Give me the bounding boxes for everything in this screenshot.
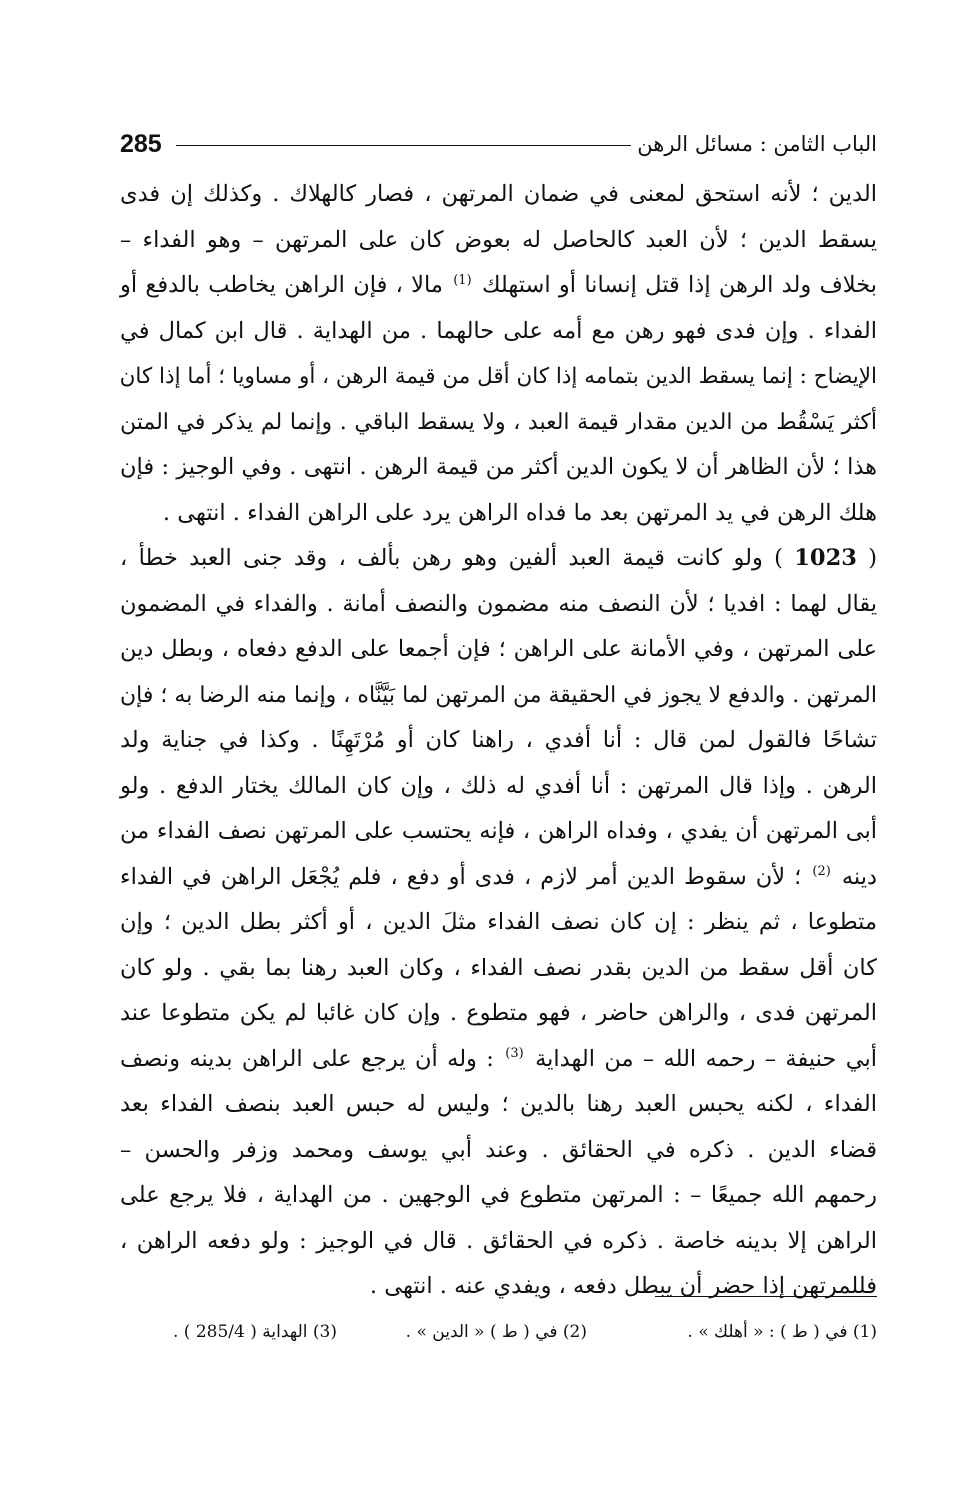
text-line xyxy=(120,1037,877,1083)
line-text: أبي حنيفة – رحمه الله – من الهداية xyxy=(535,1045,877,1072)
footnote-2: (2) في ( ط ) « الدين » . xyxy=(405,1322,587,1342)
text-line: على المرتهن ، وفي الأمانة على الراهن ؛ فإن أجمعا على الدفع دفعاه ، وبطل دين xyxy=(120,636,877,662)
text-line: الراهن إلا بدينه خاصة . ذكره في الحقائق . قال في الوجيز : ولو دفعه الراهن ، xyxy=(120,1227,877,1254)
line-text: دينه xyxy=(841,863,877,890)
text-line: الفداء . وإن فدى فهو رهن مع أمه على حالهما . من الهداية . قال ابن كمال في xyxy=(120,317,877,344)
footnote-reference: (2) xyxy=(812,864,831,879)
footnote-3: (3) الهداية ( 285/4 ) . xyxy=(172,1322,337,1342)
text-line: تشاحًا فالقول لمن قال : أنا أفدي ، راهنا كان أو مُرْتَهِنًا . وكذا في جناية ولد xyxy=(120,727,877,753)
issue-number-close: ) xyxy=(774,545,795,571)
text-line: متطوعا ، ثم ينظر : إن كان نصف الفداء مثلَ الدين ، أو أكثر بطل الدين ؛ وإن xyxy=(120,909,877,935)
text-line: يسقط الدين ؛ لأن العبد كالحاصل له بعوض كان على المرتهن – وهو الفداء – xyxy=(120,226,877,253)
text-line: فللمرتهن إذا حضر أن يبطل دفعه ، ويفدي عنه . انتهى . xyxy=(369,1273,877,1299)
running-header xyxy=(120,126,877,162)
issue-number-open: ( xyxy=(856,545,877,571)
text-line: هلك الرهن في يد المرتهن بعد ما فداه الراهن يرد على الراهن الفداء . انتهى . xyxy=(162,499,877,526)
text-line: المرتهن فدى ، والراهن حاضر ، فهو متطوع . وإن كان غائبا لم يكن متطوعا عند xyxy=(120,1000,877,1026)
text-line: يقال لهما : افديا ؛ لأن النصف منه مضمون والنصف أمانة . والفداء في المضمون xyxy=(120,590,877,617)
text-line: رحمهم الله جميعًا – : المرتهن متطوع في الوجهين . من الهداية ، فلا يرجع على xyxy=(120,1182,877,1208)
footnotes xyxy=(120,1322,877,1352)
text-line: الفداء ، لكنه يحبس العبد رهنا بالدين ؛ وليس له حبس العبد بنصف الفداء بعد xyxy=(120,1091,877,1117)
text-line: أبى المرتهن أن يفدي ، وفداه الراهن ، فإنه يحتسب على المرتهن نصف الفداء من xyxy=(120,818,877,844)
text-line: المرتهن . والدفع لا يجوز في الحقيقة من المرتهن لما بَيَّنَّاه ، وإنما منه الرضا به ؛ فإن xyxy=(120,682,877,708)
running-title: الباب الثامن : مسائل الرهن xyxy=(637,132,877,156)
text-line: الدين ؛ لأنه استحق لمعنى في ضمان المرتهن ، فصار كالهلاك . وكذلك إن فدى xyxy=(120,181,877,207)
issue-number: 1023 xyxy=(794,545,857,571)
text-line: كان أقل سقط من الدين بقدر نصف الفداء ، وكان العبد رهنا بما بقي . ولو كان xyxy=(120,954,877,981)
text-line: أكثر يَسْقُط من الدين مقدار قيمة العبد ، ولا يسقط الباقي . وإنما لم يذكر في المتن xyxy=(120,409,877,435)
text-line: الإيضاح : إنما يسقط الدين بتمامه إذا كان أقل من قيمة الرهن ، أو مساويا ؛ أما إذا كان xyxy=(119,364,877,389)
footnote-1: (1) في ( ط ) : « أهلك » . xyxy=(687,1322,877,1342)
text-line xyxy=(120,263,877,309)
footnote-reference: (1) xyxy=(453,272,472,288)
header-rule xyxy=(176,145,632,146)
line-text: مالا ، فإن الراهن يخاطب بالدفع أو xyxy=(120,272,443,298)
text-line xyxy=(120,536,877,582)
text-line: الرهن . وإذا قال المرتهن : أنا أفدي له ذلك ، وإن كان المالك يختار الدفع . ولو xyxy=(120,772,877,799)
line-text: ولو كانت قيمة العبد ألفين وهو رهن بألف ، وقد جنى العبد خطأ ، xyxy=(120,545,763,571)
footnote-separator xyxy=(655,1296,877,1297)
line-text: بخلاف ولد الرهن إذا قتل إنسانا أو استهلك xyxy=(481,272,878,298)
body-text xyxy=(120,172,877,1310)
page-number: 285 xyxy=(120,129,162,158)
text-line: هذا ؛ لأن الظاهر أن لا يكون الدين أكثر من قيمة الرهن . انتهى . وفي الوجيز : فإن xyxy=(120,454,877,480)
text-line: قضاء الدين . ذكره في الحقائق . وعند أبي يوسف ومحمد وزفر والحسن – xyxy=(120,1136,877,1163)
text-line xyxy=(120,855,877,901)
line-text: ؛ لأن سقوط الدين أمر لازم ، فدى أو دفع ، فلم يُجْعَل الراهن في الفداء xyxy=(120,863,802,890)
line-text: : وله أن يرجع على الراهن بدينه ونصف xyxy=(120,1045,494,1072)
footnote-reference: (3) xyxy=(505,1046,524,1061)
